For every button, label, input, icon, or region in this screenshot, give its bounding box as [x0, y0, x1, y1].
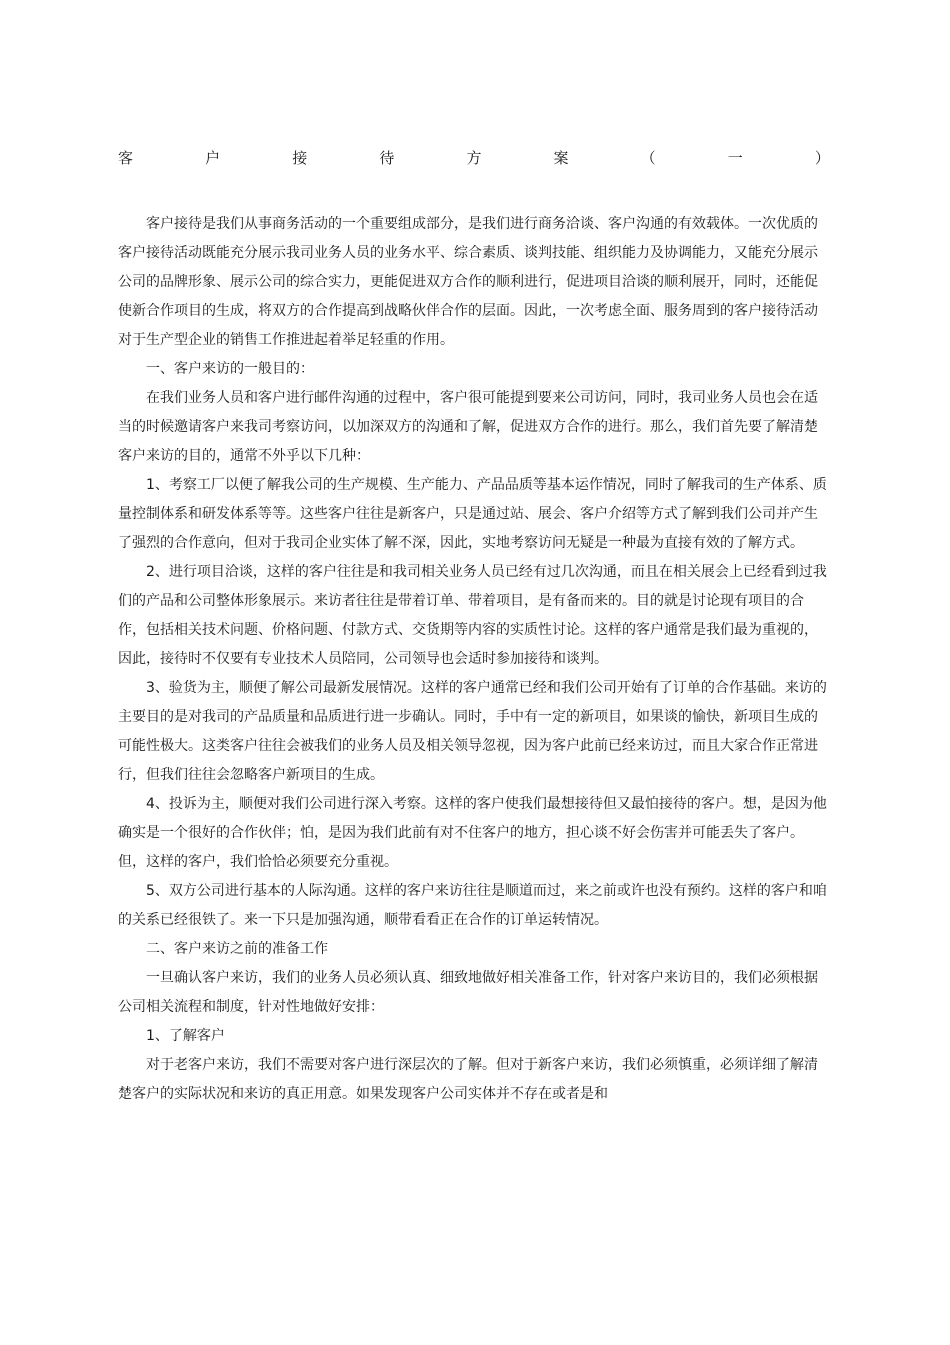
- intro-paragraph: 客户接待是我们从事商务活动的一个重要组成部分，是我们进行商务洽谈、客户沟通的有效载体。一次优质的客户接待活动既能充分展示我司业务人员的业务水平、综合素质、谈判技能、组织能力及协调能力，又能充分展示公司的品牌形象、展示公司的综合实力，更能促进双方合作的顺利进行，促进项目洽谈的顺利展开，同时，还能促使新合作项目的生成，将双方的合作提高到战略伙伴合作的层面。因此，一次考虑全面、服务周到的客户接待活动对于生产型企业的销售工作推进起着举足轻重的作用。: [118, 216, 818, 348]
- subsection-heading: 1、了解客户: [146, 1028, 225, 1044]
- title-char: 待: [379, 149, 395, 167]
- document-title: [118, 146, 830, 170]
- document-body: [118, 210, 830, 1109]
- list-item-2: 2、进行项目洽谈，这样的客户往往是和我司相关业务人员已经有过几次沟通，而且在相关展会上已经看到过我们的产品和公司整体形象展示。来访者往往是带着订单、带着项目，是有备而来的。目的就是讨论现有项目的合作，包括相关技术问题、价格问题、付款方式、交货期等内容的实质性讨论。这样的客户通常是我们最为重视的，因此，接待时不仅要有专业技术人员陪同，公司领导也会适时参加接待和谈判。: [118, 564, 827, 667]
- paragraph: 在我们业务人员和客户进行邮件沟通的过程中，客户很可能提到要来公司访问，同时，我司业务人员也会在适当的时候邀请客户来我司考察访问，以加深双方的沟通和了解，促进双方合作的进行。那么，我们首先要了解清楚客户来访的目的，通常不外乎以下几种：: [118, 390, 818, 464]
- list-item-4: 4、投诉为主，顺便对我们公司进行深入考察。这样的客户使我们最想接待但又最怕接待的客户。想，是因为他确实是一个很好的合作伙伴；怕，是因为我们此前有对不住客户的地方，担心谈不好会伤害并可能丢失了客户。但，这样的客户，我们恰恰必须要充分重视。: [118, 796, 827, 870]
- section-heading-purpose: 一、客户来访的一般目的：: [146, 361, 314, 377]
- paragraph: 对于老客户来访，我们不需要对客户进行深层次的了解。但对于新客户来访，我们必须慎重，必须详细了解清楚客户的实际状况和来访的真正用意。如果发现客户公司实体并不存在或者是和: [118, 1057, 818, 1102]
- title-char: 案: [553, 149, 569, 167]
- list-item-5: 5、双方公司进行基本的人际沟通。这样的客户来访往往是顺道而过，来之前或许也没有预约。这样的客户和咱的关系已经很铁了。来一下只是加强沟通，顺带看看正在合作的订单运转情况。: [118, 883, 827, 928]
- paragraph: 一旦确认客户来访，我们的业务人员必须认真、细致地做好相关准备工作，针对客户来访目的，我们必须根据公司相关流程和制度，针对性地做好安排：: [118, 970, 818, 1015]
- title-char: 户: [205, 149, 221, 167]
- title-char: 接: [292, 149, 308, 167]
- title-char: 方: [466, 149, 482, 167]
- section-heading-preparation: 二、客户来访之前的准备工作: [146, 941, 328, 957]
- list-item-1: 1、考察工厂以便了解我公司的生产规模、生产能力、产品品质等基本运作情况，同时了解我司的生产体系、质量控制体系和研发体系等等。这些客户往往是新客户，只是通过站、展会、客户介绍等方式了解到我们公司并产生了强烈的合作意向，但对于我司企业实体了解不深，因此，实地考察访问无疑是一种最为直接有效的了解方式。: [118, 477, 827, 551]
- title-char: 一: [727, 149, 743, 167]
- title-char: 客: [118, 149, 134, 167]
- title-char: （: [640, 149, 656, 167]
- title-char: ）: [814, 149, 830, 167]
- list-item-3: 3、验货为主，顺便了解公司最新发展情况。这样的客户通常已经和我们公司开始有了订单的合作基础。来访的主要目的是对我司的产品质量和品质进行进一步确认。同时，手中有一定的新项目，如果谈的愉快，新项目生成的可能性极大。这类客户往往会被我们的业务人员及相关领导忽视，因为客户此前已经来访过，而且大家合作正常进行，但我们往往会忽略客户新项目的生成。: [118, 680, 827, 783]
